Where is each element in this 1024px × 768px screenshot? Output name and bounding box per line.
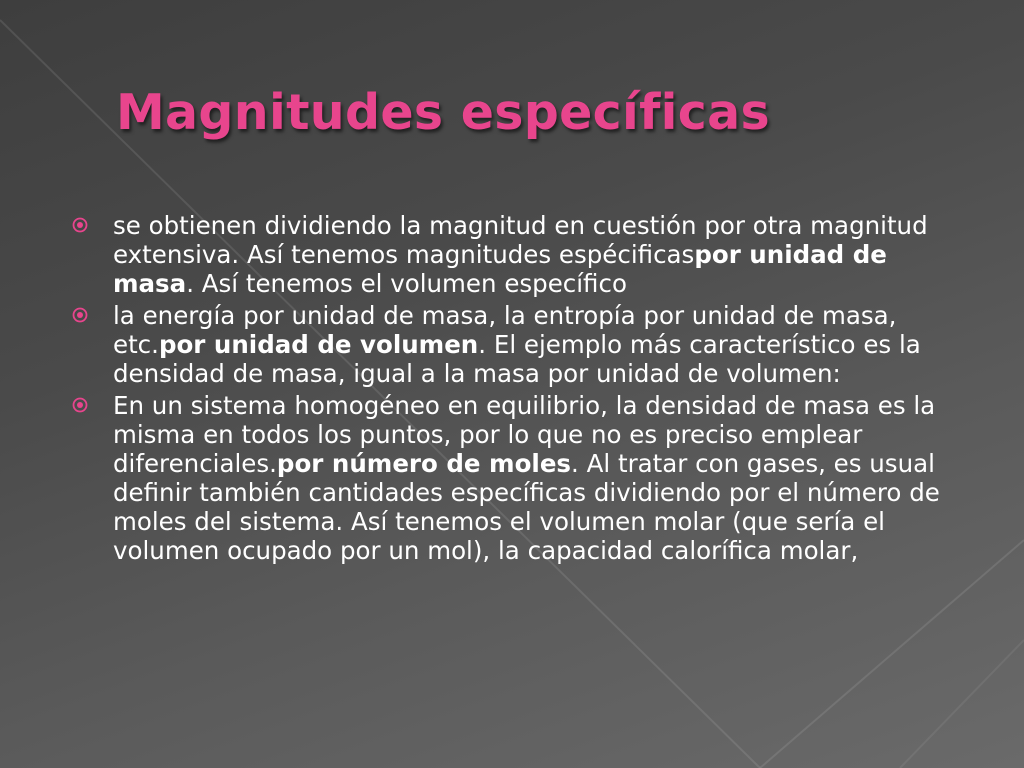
bullet-item: [72, 391, 967, 565]
bullet-text: En un sistema homogéneo en equilibrio, la densidad de masa es la misma en todos los puntos, por lo que no es preciso emplear diferenciales.: [113, 391, 936, 478]
ring-dot-bullet-icon: [72, 307, 88, 323]
bullet-text: . El ejemplo más característico es la densidad de masa, igual a la masa por unidad de volumen:: [113, 330, 921, 388]
bullet-bold-text: por número de moles: [276, 449, 572, 478]
bullet-bold-text: por unidad de masa: [113, 240, 887, 298]
slide-title: Magnitudes específicas: [116, 84, 770, 141]
bullet-text: . Así tenemos el volumen específico: [186, 269, 627, 298]
bullet-item: [72, 301, 967, 388]
ring-dot-bullet-icon: [72, 397, 88, 413]
bullet-text: la energía por unidad de masa, la entropía por unidad de masa, etc.: [113, 301, 897, 359]
bullet-text: se obtienen dividiendo la magnitud en cuestión por otra magnitud extensiva. Así tenemos magnitudes espécificas: [113, 211, 928, 269]
bullet-bold-text: por unidad de volumen: [158, 330, 479, 359]
bullet-text: . Al tratar con gases, es usual definir también cantidades específicas dividiendo por el número de moles del sistema. Así tenemos el volumen molar (que sería el volumen ocupado por un mol), la capacidad calorífica molar,: [113, 449, 940, 565]
bullet-item: [72, 211, 967, 298]
bullet-list: [72, 211, 967, 568]
ring-dot-bullet-icon: [72, 217, 88, 233]
